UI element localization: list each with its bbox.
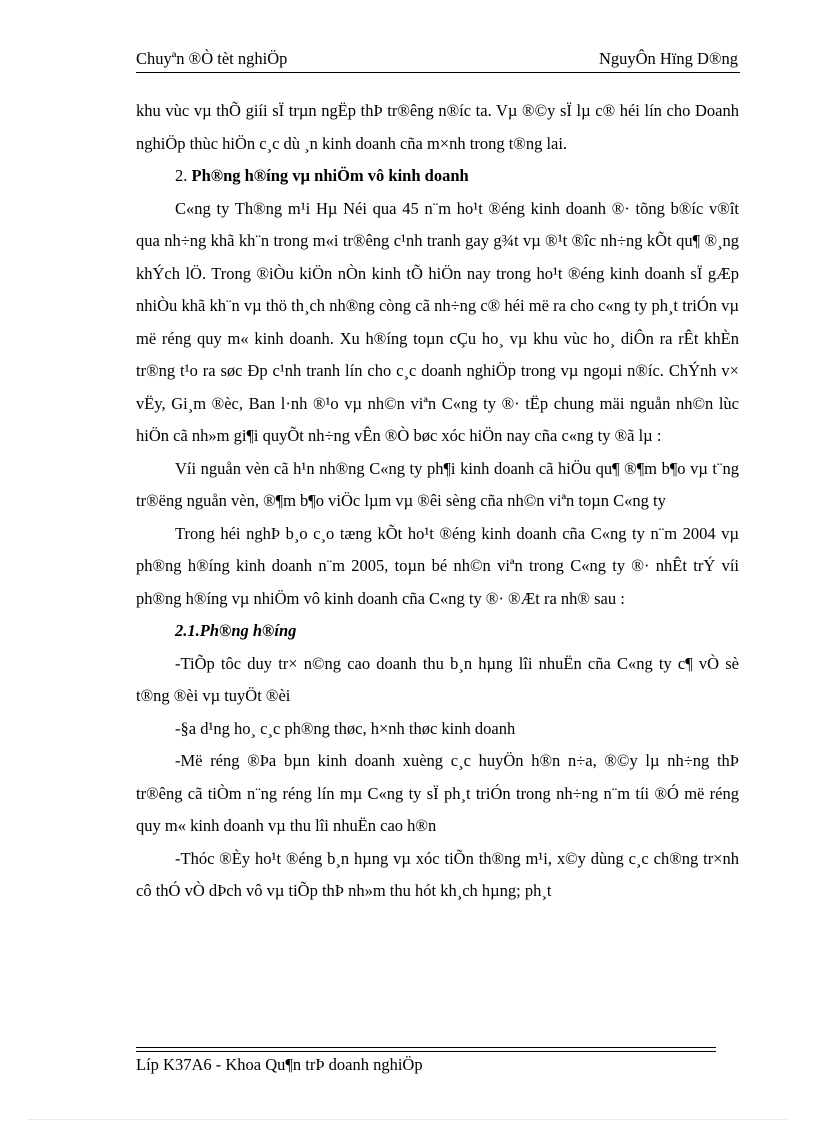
page-border-dots <box>28 1119 788 1120</box>
footer-rule-thick <box>136 1047 716 1048</box>
paragraph-capital: Víi nguån vèn cã h¹n nh®ng C«ng ty ph¶i kinh doanh cã hiÖu qu¶ ®¶m b¶o vµ t¨ng tr®ëng nguån vèn, ®¶m b¶o viÖc lµm vµ ®êi sèng cña nh©n viªn toµn C«ng ty <box>136 458 739 510</box>
section-title: Ph®ng h®íng vµ nhiÖm vô kinh doanh <box>191 166 469 185</box>
page-header <box>136 49 738 73</box>
section-number: 2. <box>175 166 192 185</box>
header-title: Chuyªn ®Ò tèt nghiÖp <box>136 49 288 68</box>
document-body <box>136 95 739 908</box>
section-heading <box>136 160 739 193</box>
header-author: NguyÔn Hïng D®ng <box>598 49 738 68</box>
page-footer: Líp K37A6 - Khoa Qu¶n trÞ doanh nghiÖp <box>136 1055 423 1074</box>
list-item-promote: -Thóc ®Èy ho¹t ®éng b¸n hµng vµ xóc tiÕn th®ng m¹i, x©y dùng c¸c ch®ng tr×nh cô thÓ vÒ dÞch vô vµ tiÕp thÞ nh»m thu hót kh¸ch hµng; ph¸t <box>136 848 739 900</box>
paragraph-intro: khu vùc vµ thÕ giíi sÏ trµn ngËp thÞ tr®êng n®íc ta. Vµ ®©y sÏ lµ c® héi lín cho Doanh nghiÖp thùc hiÖn c¸c dù ¸n kinh doanh cña m×nh trong t®ng lai. <box>136 101 739 153</box>
header-rule <box>136 72 740 73</box>
list-item-revenue: -TiÕp tôc duy tr× n©ng cao doanh thu b¸n hµng lîi nhuËn cña C«ng ty c¶ vÒ sè t®ng ®èi vµ tuyÖt ®èi <box>136 653 739 705</box>
list-item-expand: -Më réng ®Þa bµn kinh doanh xuèng c¸c huyÖn h®n n÷a, ®©y lµ nh÷ng thÞ tr®êng cã tiÒm n¨ng réng lín mµ C«ng ty sÏ ph¸t triÓn trong nh÷ng n¨m tíi ®Ó më réng quy m« kinh doanh vµ thu lîi nhuËn cao h®n <box>136 751 739 835</box>
subsection-heading: 2.1.Ph®ng h®íng <box>175 621 297 640</box>
paragraph-company-overview: C«ng ty Th®ng m¹i Hµ Néi qua 45 n¨m ho¹t ®éng kinh doanh ®· tõng b®íc v®ît qua nh÷ng khã kh¨n trong m«i tr®êng c¹nh tranh gay g¾t vµ ®¹t ®îc nh÷ng kÕt qu¶ ®¸ng khÝch lÖ. Trong ®iÒu kiÖn nÒn kinh tÕ hiÖn nay trong ho¹t ®éng kinh doanh sÏ gÆp nhiÒu khã kh¨n vµ thö th¸ch nh®ng còng cã nh÷ng c® héi më ra cho c«ng ty ph¸t triÓn vµ më réng quy m« kinh doanh. Xu h®íng toµn cÇu ho¸ vµ khu vùc ho¸ diÔn ra rÊt khÈn tr®ng t¹o ra søc Ðp c¹nh tranh lín cho c¸c doanh nghiÖp trong vµ ngoµi n®íc. ChÝnh v× vËy, Gi¸m ®èc, Ban l·nh ®¹o vµ nh©n viªn C«ng ty ®· tËp chung mäi nguån nh©n lùc hiÖn cã nh»m gi¶i quyÕt nh÷ng vÊn ®Ò bøc xóc hiÖn nay cña c«ng ty ®ã lµ : <box>136 198 739 445</box>
list-item-diversify: -§a d¹ng ho¸ c¸c ph®ng thøc, h×nh thøc kinh doanh <box>175 718 516 738</box>
footer-rule-thin <box>136 1051 716 1052</box>
paragraph-conference: Trong héi nghÞ b¸o c¸o tæng kÕt ho¹t ®éng kinh doanh cña C«ng ty n¨m 2004 vµ ph®ng h®íng kinh doanh n¨m 2005, toµn bé nh©n viªn trong C«ng ty ®· nhÊt trÝ víi ph®ng h®íng vµ nhiÖm vô kinh doanh cña C«ng ty ®· ®Æt ra nh® sau : <box>136 523 739 608</box>
